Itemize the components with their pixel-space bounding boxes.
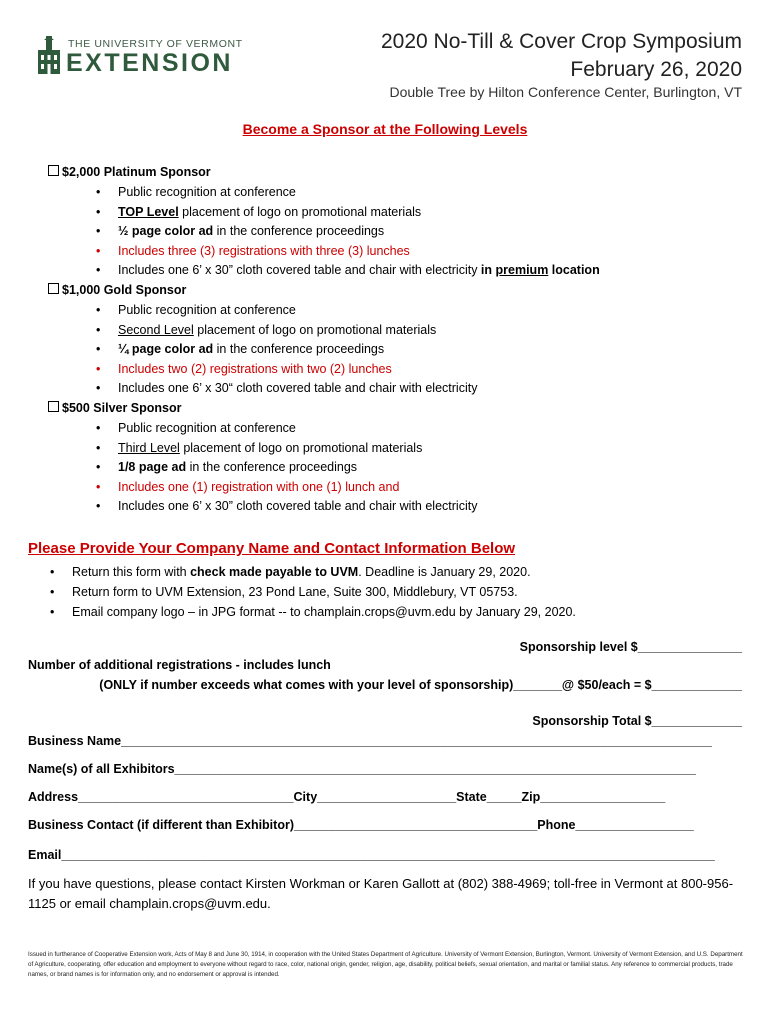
logo-university-text: THE UNIVERSITY OF VERMONT [68,38,243,50]
platinum-tier [48,165,211,179]
additional-registrations-field[interactable]: (ONLY if number exceeds what comes with your level of sponsorship)_______@ $50/each = $_____________ [99,678,742,692]
list-item: • Third Level placement of logo on promotional materials [96,439,477,459]
company-info-heading: Please Provide Your Company Name and Contact Information Below [28,540,516,557]
tier-label: $500 Silver Sponsor [62,401,182,415]
sponsor-levels-heading: Become a Sponsor at the Following Levels [242,121,528,137]
address-field[interactable]: Address_______________________________City____________________State_____Zip__________________ [28,790,666,804]
platinum-checkbox[interactable] [48,165,59,176]
list-item: • TOP Level placement of logo on promotional materials [96,203,600,223]
page-title: 2020 No-Till & Cover Crop Symposium [380,30,742,53]
uvm-extension-logo [38,36,243,80]
silver-tier [48,401,182,415]
logo-extension-text: EXTENSION [66,49,233,77]
list-item: • 1/8 page ad in the conference proceedings [96,458,477,478]
sponsorship-total-field[interactable]: Sponsorship Total $_____________ [532,714,742,728]
gold-checkbox[interactable] [48,283,59,294]
list-item: • Return this form with check made payable to UVM. Deadline is January 29, 2020. [50,562,576,582]
business-name-field[interactable]: Business Name_____________________________________________________________________________________ [28,734,713,748]
building-tower-icon [38,36,60,74]
instructions-list [50,562,576,622]
list-item: • Second Level placement of logo on promotional materials [96,321,477,341]
list-item: • Public recognition at conference [96,419,477,439]
gold-benefits-list [96,301,477,399]
legal-footer: Issued in furtherance of Cooperative Extension work, Acts of May 8 and June 30, 1914, in cooperation with the United States Department of Agriculture. University of Vermont Extension, Burlington, Vermont. University of Vermont Extension, and U.S. Department of Agriculture, cooperating, offer education and employment to everyone without regard to race, color, national origin, gender, religion, age, disability, political beliefs, sexual orientation, and marital or familial status. Any reference to commercial products, trade names, or brand names is for information only, and no endorsement or approval is intended. [28,951,743,978]
event-date: February 26, 2020 [570,58,742,81]
gold-tier [48,283,186,297]
additional-registrations-label: Number of additional registrations - includes lunch [28,658,331,672]
list-item: • ½ page color ad in the conference proceedings [96,222,600,242]
list-item: • Public recognition at conference [96,301,477,321]
list-item: • Public recognition at conference [96,183,600,203]
platinum-benefits-list [96,183,600,281]
tier-label: $2,000 Platinum Sponsor [62,165,211,179]
list-item: • Includes one 6’ x 30” cloth covered table and chair with electricity in premium location [96,261,600,281]
list-item: • Includes three (3) registrations with three (3) lunches [96,242,600,262]
silver-checkbox[interactable] [48,401,59,412]
email-field[interactable]: Email______________________________________________________________________________________________ [28,848,715,862]
event-venue: Double Tree by Hilton Conference Center, Burlington, VT [389,84,742,100]
list-item: • Includes two (2) registrations with two (2) lunches [96,360,477,380]
list-item: • ¼ page color ad in the conference proceedings [96,340,477,360]
list-item: • Includes one 6’ x 30“ cloth covered table and chair with electricity [96,379,477,399]
list-item: • Email company logo – in JPG format -- to champlain.crops@uvm.edu by January 29, 2020. [50,602,576,622]
business-contact-field[interactable]: Business Contact (if different than Exhibitor)___________________________________Phone_________________ [28,818,694,832]
tier-label: $1,000 Gold Sponsor [62,283,187,297]
list-item: • Includes one 6’ x 30” cloth covered table and chair with electricity [96,497,477,517]
contact-info: If you have questions, please contact Kirsten Workman or Karen Gallott at (802) 388-4969; toll-free in Vermont at 800-956-1125 or email champlain.crops@uvm.edu. [28,876,734,911]
silver-benefits-list [96,419,477,517]
exhibitors-field[interactable]: Name(s) of all Exhibitors___________________________________________________________________________ [28,762,696,776]
list-item: • Includes one (1) registration with one (1) lunch and [96,478,477,498]
list-item: • Return form to UVM Extension, 23 Pond Lane, Suite 300, Middlebury, VT 05753. [50,582,576,602]
sponsorship-level-field[interactable]: Sponsorship level $_______________ [519,640,742,654]
